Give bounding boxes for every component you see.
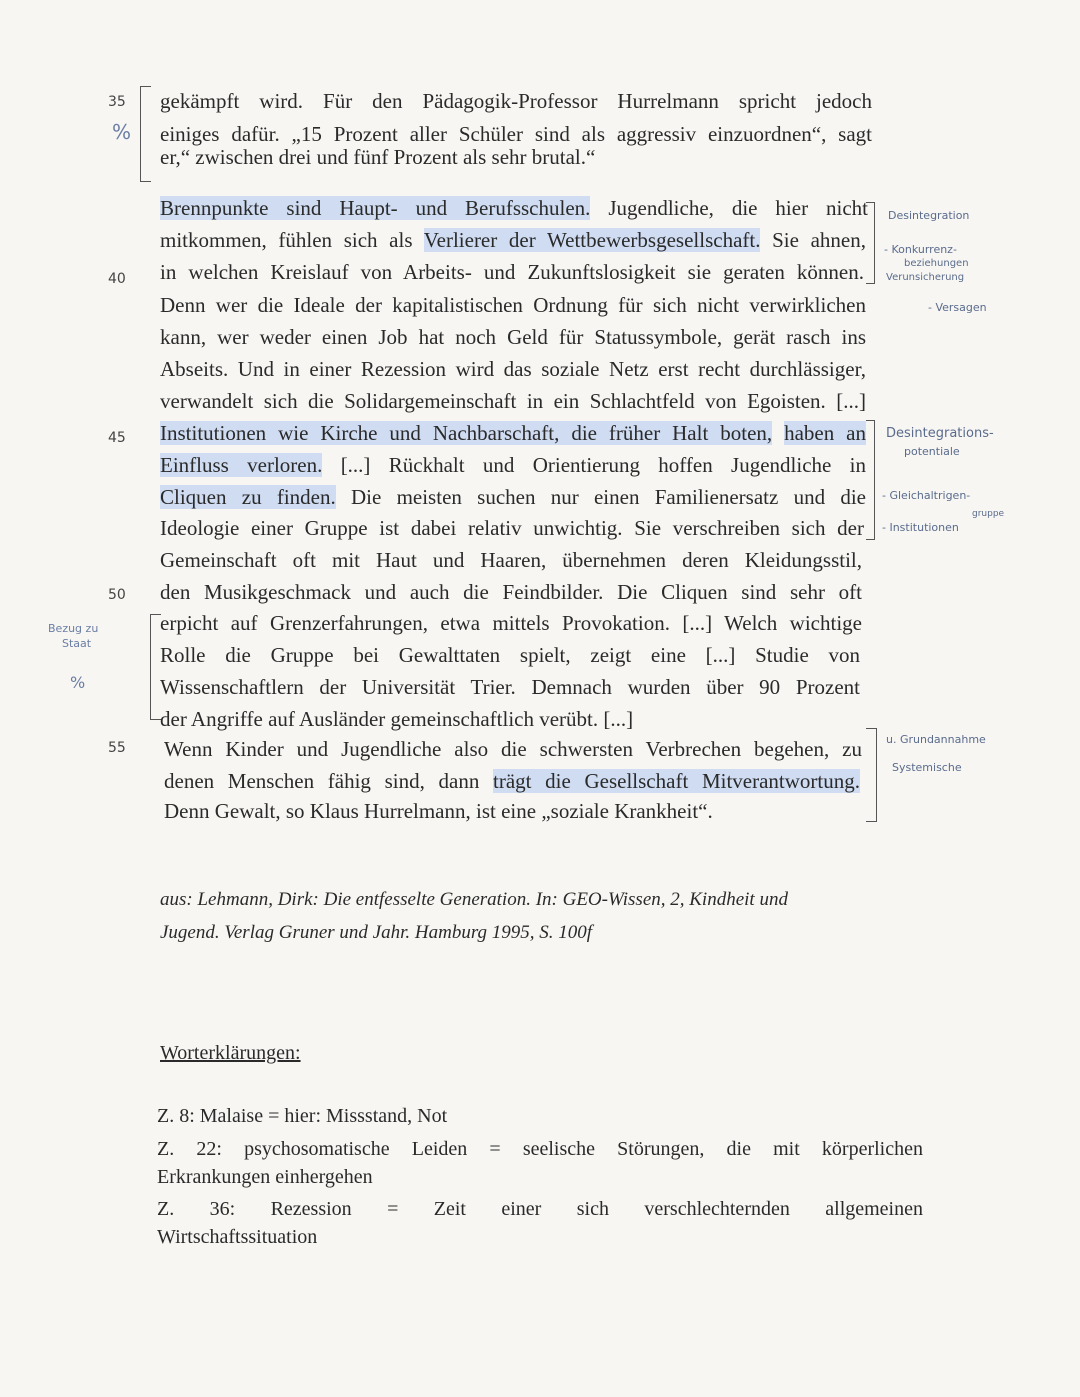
- margin-note-right: beziehungen: [904, 258, 969, 269]
- margin-bracket: [140, 86, 151, 182]
- text-line: Abseits. Und in einer Rezession wird das soziale Netz erst recht durchlässiger,: [160, 357, 866, 381]
- text-line: Denn wer die Ideale der kapitalistischen Ordnung für sich nicht verwirklichen: [160, 293, 866, 317]
- text-line: erpicht auf Grenzerfahrungen, etwa mittels Provokation. [...] Welch wichtige: [160, 611, 862, 635]
- highlight: Einfluss verloren.: [160, 453, 323, 477]
- margin-note-right: - Institutionen: [882, 521, 959, 534]
- glossary-entry: Wirtschaftssituation: [157, 1226, 318, 1248]
- text-line: [160, 418, 866, 448]
- text-line: verwandelt sich die Solidargemeinschaft in ein Schlachtfeld von Egoisten. [...]: [160, 389, 866, 413]
- margin-note-left: %: [70, 673, 86, 692]
- text-line: er,“ zwischen drei und fünf Prozent als sehr brutal.“: [160, 145, 596, 169]
- margin-bracket: [866, 420, 875, 540]
- margin-note-right: gruppe: [972, 509, 1005, 519]
- text-line: Ideologie einer Gruppe ist dabei relativ unwichtig. Sie verschreiben sich der: [160, 516, 864, 540]
- margin-note-left: Staat: [62, 637, 92, 650]
- margin-note-left: %: [112, 120, 132, 144]
- highlight: Verlierer der Wettbewerbsgesellschaft.: [423, 228, 761, 252]
- margin-note-right: u. Grundannahme: [886, 733, 986, 746]
- margin-note-right: Desintegration: [888, 209, 970, 222]
- margin-note-left: Bezug zu: [48, 622, 99, 635]
- text-line: Denn Gewalt, so Klaus Hurrelmann, ist eine „soziale Krankheit“.: [164, 799, 713, 823]
- text-line: Einfluss verloren. [...] Rückhalt und Orientierung hoffen Jugendliche in: [160, 453, 867, 477]
- highlight: trägt die Gesellschaft Mitverantwortung.: [493, 769, 860, 793]
- glossary-title: Worterklärungen:: [160, 1042, 301, 1064]
- text-line: Wenn Kinder und Jugendliche also die schwersten Verbrechen begehen, zu: [164, 737, 862, 761]
- text-line: den Musikgeschmack und auch die Feindbilder. Die Cliquen sind sehr oft: [160, 580, 862, 604]
- margin-note-right: potentiale: [904, 445, 960, 458]
- highlight: Brennpunkte sind Haupt- und Berufsschulen.: [160, 196, 591, 220]
- glossary-entry: Erkrankungen einhergehen: [157, 1166, 373, 1188]
- text-line: mitkommen, fühlen sich als Verlierer der Wettbewerbsgesellschaft. Sie ahnen,: [160, 228, 867, 252]
- line-number: 50: [108, 587, 126, 603]
- glossary-entry: Z. 8: Malaise = hier: Missstand, Not: [157, 1105, 448, 1127]
- margin-note-right: Desintegrations-: [886, 426, 994, 441]
- highlight: Cliquen zu finden.: [160, 485, 336, 509]
- text-line: kann, wer weder einen Job hat noch Geld für Statussymbole, gerät rasch ins: [160, 325, 866, 349]
- line-number: 45: [108, 430, 126, 446]
- margin-bracket: [866, 728, 877, 822]
- glossary-entry: Z. 36: Rezession = Zeit einer sich verschlechternden allgemeinen: [157, 1198, 923, 1220]
- text-line: Wissenschaftlern der Universität Trier. Demnach wurden über 90 Prozent: [160, 675, 860, 699]
- source-citation-line: Jugend. Verlag Gruner und Jahr. Hamburg 1995, S. 100f: [160, 922, 593, 943]
- source-citation-line: aus: Lehmann, Dirk: Die entfesselte Generation. In: GEO-Wissen, 2, Kindheit und: [160, 889, 788, 910]
- text-line: denen Menschen fähig sind, dann trägt die Gesellschaft Mitverantwortung.: [164, 769, 860, 793]
- text-line: gekämpft wird. Für den Pädagogik-Professor Hurrelmann spricht jedoch: [160, 89, 872, 113]
- text-line: einiges dafür. „15 Prozent aller Schüler sind als aggressiv einzuordnen“, sagt: [160, 122, 872, 146]
- text-line: in welchen Kreislauf von Arbeits- und Zukunftslosigkeit sie geraten können.: [160, 260, 864, 284]
- highlight: Institutionen wie Kirche und Nachbarschaft, die früher Halt boten,: [160, 421, 773, 445]
- margin-note-right: Verunsicherung: [886, 272, 965, 283]
- text-line: Cliquen zu finden. Die meisten suchen nur einen Familienersatz und die: [160, 485, 866, 509]
- text-line: Rolle die Gruppe bei Gewalttaten spielt, zeigt eine [...] Studie von: [160, 643, 860, 667]
- line-number: 35: [108, 94, 126, 110]
- margin-note-right: Systemische: [892, 761, 962, 774]
- margin-note-right: - Konkurrenz-: [884, 243, 957, 256]
- margin-note-right: - Gleichaltrigen-: [882, 489, 971, 502]
- text-line: der Angriffe auf Ausländer gemeinschaftlich verübt. [...]: [160, 707, 634, 731]
- margin-note-right: - Versagen: [928, 301, 987, 314]
- text-line: Gemeinschaft oft mit Haut und Haaren, übernehmen deren Kleidungsstil,: [160, 548, 862, 572]
- text-line: Brennpunkte sind Haupt- und Berufsschulen. Jugendliche, die hier nicht: [160, 196, 868, 220]
- glossary-entry: Z. 22: psychosomatische Leiden = seelische Störungen, die mit körperlichen: [157, 1138, 923, 1160]
- line-number: 55: [108, 740, 126, 756]
- line-number: 40: [108, 271, 126, 287]
- highlight: haben an: [784, 421, 866, 445]
